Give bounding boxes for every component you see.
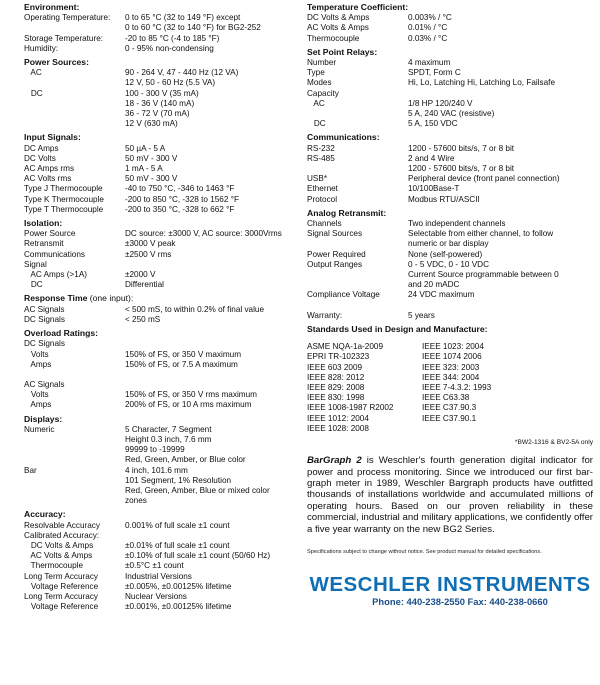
spec-label: Capacity — [307, 88, 339, 98]
spec-label: AC Amps rms — [24, 164, 75, 174]
spec-row — [24, 315, 289, 325]
spec-value — [125, 260, 289, 270]
spec-value: 0.001% of full scale ±1 count — [125, 520, 230, 530]
standards-note: *BW2-1316 & BV2-5A only — [514, 438, 593, 446]
displays-heading — [24, 414, 289, 424]
spec-label: Humidity: — [24, 43, 59, 53]
spec-label: AC Signals — [24, 379, 65, 389]
spec-label: Retransmit — [24, 239, 64, 249]
environment-heading — [24, 2, 289, 12]
spec-row — [24, 270, 289, 280]
standard-item: IEEE C37.90.1 — [422, 413, 477, 423]
spec-value — [408, 301, 593, 311]
spec-value: SPDT, Form C — [408, 68, 461, 78]
spec-row — [24, 602, 289, 612]
spec-row — [24, 466, 289, 476]
spec-value: 0 - 95% non-condensing — [125, 43, 214, 53]
spec-value: Peripheral device (front panel connection) — [408, 174, 560, 184]
spec-row — [307, 270, 593, 280]
spec-value: 101 Segment, 1% Resolution — [125, 475, 232, 485]
spec-row — [307, 290, 593, 300]
input-signals-heading — [24, 132, 289, 142]
spec-value: ±0.5°C ±1 count — [125, 561, 184, 571]
spec-value: 200% of FS, or 10 A rms maximum — [125, 400, 252, 410]
spec-row — [24, 445, 289, 455]
spec-label — [24, 445, 125, 455]
section-title: Input Signals: — [24, 132, 81, 143]
spec-value: Current Source programmable between 0 — [408, 270, 559, 280]
spec-label: AC Volts & Amps — [307, 23, 369, 33]
right-column — [307, 0, 593, 607]
spec-row — [307, 250, 593, 260]
spec-value: 50 µA - 5 A — [125, 143, 166, 153]
spec-label: Type J Thermocouple — [24, 184, 103, 194]
section-title: Displays: — [24, 413, 63, 424]
standards-section — [307, 324, 593, 448]
spec-row — [24, 89, 289, 99]
spec-label: Channels — [307, 219, 342, 229]
spec-row — [24, 34, 289, 44]
spec-row — [24, 44, 289, 54]
spec-value: 1200 - 57600 bits/s, 7 or 8 bit — [408, 164, 515, 174]
standard-item: IEEE 323: 2003 — [422, 362, 480, 372]
spec-row — [24, 109, 289, 119]
spec-label: Long Term Accuracy — [24, 591, 99, 601]
spec-label: Ethernet — [307, 184, 338, 194]
spec-value: 99999 to -19999 — [125, 445, 185, 455]
communications-section — [307, 132, 593, 204]
standard-item: EPRI TR-102323 — [307, 352, 370, 362]
spec-value: 18 - 36 V (140 mA) — [125, 98, 195, 108]
spec-label — [24, 99, 125, 109]
spec-value: Red, Green, Amber, Blue or mixed color — [125, 485, 270, 495]
spec-label — [24, 435, 125, 445]
contact-phone-fax: Phone: 440-238-2550 Fax: 440-238-0660 — [372, 596, 548, 608]
company-logo: WESCHLER INSTRUMENTS — [309, 573, 591, 597]
spec-label: Storage Temperature: — [24, 33, 104, 43]
spec-row — [307, 34, 593, 44]
spec-value: 50 mV - 300 V — [125, 153, 178, 163]
spec-label: Volts — [24, 390, 49, 400]
section-title: Temperature Coefficient: — [307, 2, 409, 12]
spec-row — [307, 239, 593, 249]
spec-label: DC Amps — [24, 143, 59, 153]
spec-label: Output Ranges — [307, 259, 363, 269]
spec-label: Numeric — [24, 424, 55, 434]
spec-row — [24, 521, 289, 531]
spec-value: 5 years — [408, 310, 435, 320]
spec-value: Modbus RTU/ASCII — [408, 194, 480, 204]
spec-label: DC Volts & Amps — [307, 13, 370, 23]
spec-value: 0.03% / °C — [408, 33, 448, 43]
spec-label — [307, 109, 408, 119]
spec-row — [24, 370, 289, 380]
spec-label — [24, 78, 125, 88]
section-title: Set Point Relays: — [307, 46, 378, 57]
spec-value: Hi, Lo, Latching Hi, Latching Lo, Failsafe — [408, 78, 556, 88]
accuracy-section — [24, 509, 289, 612]
spec-value: ±2000 V — [125, 270, 156, 280]
spec-row — [307, 78, 593, 88]
spec-label: Amps — [24, 400, 52, 410]
standard-item: IEEE 1008-1987 R2002 — [307, 403, 394, 413]
spec-row — [24, 23, 289, 33]
spec-row — [24, 119, 289, 129]
spec-row — [307, 164, 593, 174]
spec-value: 150% of FS, or 350 V maximum — [125, 349, 242, 359]
spec-value: ±3000 V peak — [125, 239, 176, 249]
spec-value: 12 V, 50 - 60 Hz (5.5 VA) — [125, 78, 216, 88]
spec-value: 36 - 72 V (70 mA) — [125, 109, 190, 119]
product-description-text: is Weschler's fourth generation digital indicator for power and process monitoring. Since we introduced our first bar-graph meter in 1989, Weschler Bargraph products have outfitted thousands of installations worldwide and accumulated millions of operating hours. Based on our proven reliability in these commercial, industrial and military applications, we confidently offer a five year warranty on the new BG2 Series. — [307, 455, 593, 535]
spec-value: 2 and 4 Wire — [408, 153, 455, 163]
spec-row — [307, 68, 593, 78]
isolation-heading — [24, 218, 289, 228]
spec-value: Differential — [125, 280, 164, 290]
product-name: BarGraph 2 — [307, 455, 362, 467]
spec-value: Nuclear Versions — [125, 591, 187, 601]
spec-value: DC source: ±3000 V, AC source: 3000Vrms — [125, 229, 282, 239]
spec-label: Amps — [24, 359, 52, 369]
spec-value: 0 to 65 °C (32 to 149 °F) except — [125, 13, 241, 23]
spec-value: < 500 mS, to within 0.2% of final value — [125, 304, 265, 314]
spec-label — [307, 239, 408, 249]
standard-item: IEEE 830: 1998 — [307, 393, 365, 403]
spec-label — [307, 270, 408, 280]
spec-row — [24, 205, 289, 215]
power-sources-section — [24, 57, 289, 129]
spec-label: Voltage Reference — [24, 581, 99, 591]
spec-row — [24, 455, 289, 465]
set-point-relays-section — [307, 47, 593, 130]
analog-retransmit-section — [307, 208, 593, 321]
spec-row — [24, 486, 289, 496]
spec-row — [24, 229, 289, 239]
spec-row — [24, 592, 289, 602]
spec-value: and 20 mADC — [408, 280, 460, 290]
spec-value: 24 VDC maximum — [408, 290, 475, 300]
spec-row — [24, 164, 289, 174]
spec-label: Voltage Reference — [24, 602, 99, 612]
spec-value: zones — [125, 496, 147, 506]
spec-row — [24, 561, 289, 571]
spec-value: 1200 - 57600 bits/s, 7 or 8 bit — [408, 143, 515, 153]
spec-row — [24, 260, 289, 270]
spec-value: ±0.01% of full scale ±1 count — [125, 540, 230, 550]
spec-value: 0.003% / °C — [408, 13, 452, 23]
standards-column-1 — [307, 342, 422, 434]
spec-row — [307, 119, 593, 129]
spec-label: DC Volts & Amps — [24, 540, 94, 550]
spec-label — [24, 109, 125, 119]
spec-row — [24, 360, 289, 370]
standard-item: IEEE 828: 2012 — [307, 372, 365, 382]
spec-value: 1 mA - 5 A — [125, 164, 163, 174]
spec-value: 5 A, 150 VDC — [408, 119, 458, 129]
spec-row — [307, 13, 593, 23]
spec-value — [125, 531, 289, 541]
spec-value: 90 - 264 V, 47 - 440 Hz (12 VA) — [125, 68, 239, 78]
spec-row — [24, 68, 289, 78]
spec-value: ±0.10% of full scale ±1 count (50/60 Hz) — [125, 551, 271, 561]
standard-item: IEEE 1028: 2008 — [307, 423, 369, 433]
spec-row — [307, 23, 593, 33]
accuracy-heading — [24, 509, 289, 519]
spec-row — [24, 305, 289, 315]
spec-value: ±0.005%, ±0.00125% lifetime — [125, 581, 232, 591]
spec-row — [24, 390, 289, 400]
spec-row — [307, 184, 593, 194]
spec-value: 5 Character, 7 Segment — [125, 424, 212, 434]
spec-label: DC — [24, 88, 43, 98]
spec-value: 5 A, 240 VAC (resistive) — [408, 109, 495, 119]
spec-label: Calibrated Accuracy: — [24, 530, 100, 540]
spec-row — [24, 144, 289, 154]
spec-row — [307, 229, 593, 239]
overload-ratings-section — [24, 328, 289, 410]
section-title: Accuracy: — [24, 509, 66, 520]
spec-row — [24, 400, 289, 410]
spec-value: 50 mV - 300 V — [125, 174, 178, 184]
spec-row — [24, 380, 289, 390]
spec-label: RS-232 — [307, 143, 335, 153]
standard-item — [422, 424, 572, 434]
set-point-relays-heading — [307, 47, 593, 57]
isolation-section — [24, 218, 289, 290]
spec-row — [307, 154, 593, 164]
spec-row — [24, 13, 289, 23]
spec-row — [24, 541, 289, 551]
standard-item: IEEE C37.90.3 — [422, 403, 477, 413]
spec-value: 100 - 300 V (35 mA) — [125, 88, 199, 98]
spec-value: None (self-powered) — [408, 249, 483, 259]
spec-value: 0.01% / °C — [408, 23, 448, 33]
spec-label: Communications — [24, 249, 85, 259]
spec-label: Type T Thermocouple — [24, 204, 104, 214]
spec-row — [307, 280, 593, 290]
spec-row — [24, 496, 289, 506]
spec-row — [24, 339, 289, 349]
temperature-coefficient-section — [307, 2, 593, 44]
spec-value: -20 to 85 °C (-4 to 185 °F) — [125, 33, 220, 43]
spec-value — [408, 89, 593, 99]
spec-label: AC — [24, 68, 42, 78]
spec-label — [307, 301, 408, 311]
spec-value: Two independent channels — [408, 219, 506, 229]
spec-label — [24, 119, 125, 129]
section-title: Power Sources: — [24, 57, 89, 68]
section-title: Response Time — [24, 293, 88, 304]
standard-item: IEEE 1023: 2004 — [422, 342, 484, 352]
section-title: Overload Ratings: — [24, 328, 99, 339]
product-description — [307, 455, 593, 535]
standard-item: IEEE 1012: 2004 — [307, 413, 369, 423]
spec-label: Compliance Voltage — [307, 290, 380, 300]
standard-item: IEEE 1074 2006 — [422, 352, 482, 362]
spec-label — [307, 280, 408, 290]
spec-label: DC — [307, 119, 326, 129]
spec-value — [125, 380, 289, 390]
spec-value: 1/8 HP 120/240 V — [408, 98, 473, 108]
spec-value — [125, 370, 289, 380]
spec-row — [24, 551, 289, 561]
section-note: (one input): — [87, 293, 134, 304]
spec-row — [307, 174, 593, 184]
spec-label: Operating Temperature: — [24, 13, 111, 23]
spec-row — [24, 531, 289, 541]
spec-label: Thermocouple — [24, 561, 84, 571]
overload-ratings-heading — [24, 328, 289, 338]
section-title: Isolation: — [24, 218, 63, 229]
spec-row — [24, 280, 289, 290]
spec-row — [24, 350, 289, 360]
spec-value: 12 V (630 mA) — [125, 119, 178, 129]
spec-label: Power Source — [24, 229, 76, 239]
spec-label: USB* — [307, 174, 328, 184]
spec-value — [125, 339, 289, 349]
displays-section — [24, 414, 289, 507]
environment-section — [24, 2, 289, 54]
section-title: Analog Retransmit: — [307, 207, 387, 218]
left-column — [24, 0, 289, 612]
spec-row — [24, 250, 289, 260]
spec-label: AC Volts & Amps — [24, 551, 93, 561]
spec-label: Type — [307, 68, 325, 78]
spec-value: Red, Green, Amber, or Blue color — [125, 455, 246, 465]
spec-row — [307, 195, 593, 205]
spec-label: Long Term Accuracy — [24, 571, 99, 581]
spec-row — [24, 572, 289, 582]
spec-label: Resolvable Accuracy — [24, 520, 100, 530]
spec-label: Warranty: — [307, 310, 343, 320]
spec-label — [24, 476, 125, 486]
spec-label: Thermocouple — [307, 33, 360, 43]
spec-value: Industrial Versions — [125, 571, 192, 581]
standard-item: IEEE 829: 2008 — [307, 382, 365, 392]
spec-label — [24, 23, 125, 33]
spec-label: RS-485 — [307, 153, 335, 163]
spec-row — [24, 582, 289, 592]
spec-value: numeric or bar display — [408, 239, 489, 249]
spec-value: -200 to 850 °C, -328 to 1562 °F — [125, 194, 239, 204]
spec-row — [24, 239, 289, 249]
spec-row — [24, 154, 289, 164]
spec-value: ±0.001%, ±0.00125% lifetime — [125, 602, 232, 612]
response-time-heading — [24, 293, 289, 303]
spec-label: Signal Sources — [307, 229, 363, 239]
spec-row — [307, 99, 593, 109]
spec-label: Type K Thermocouple — [24, 194, 104, 204]
spec-label — [24, 370, 125, 380]
spec-row — [307, 144, 593, 154]
spec-value: 0 to 60 °C (32 to 140 °F) for BG2-252 — [125, 23, 261, 33]
communications-heading — [307, 132, 593, 142]
spec-row — [307, 58, 593, 68]
spec-label: AC Amps (>1A) — [24, 270, 88, 280]
disclaimer: Specifications subject to change without notice. See product manual for detailed specifications. — [307, 548, 542, 555]
spec-row — [24, 184, 289, 194]
spec-value: -200 to 350 °C, -328 to 662 °F — [125, 204, 235, 214]
standards-heading: Standards Used in Design and Manufacture: — [307, 323, 488, 334]
spec-value: 4 inch, 101.6 mm — [125, 465, 188, 475]
spec-label: Modes — [307, 78, 332, 88]
spec-label: DC — [24, 280, 43, 290]
spec-value: Height 0.3 inch, 7.6 mm — [125, 434, 212, 444]
spec-row — [307, 89, 593, 99]
spec-label: DC Signals — [24, 339, 65, 349]
spec-value: 4 maximum — [408, 58, 451, 68]
standard-item: IEEE 7-4.3.2: 1993 — [422, 382, 492, 392]
spec-value: 10/100Base-T — [408, 184, 460, 194]
standard-item: IEEE 344: 2004 — [422, 372, 480, 382]
spec-row — [307, 311, 593, 321]
spec-label: Signal — [24, 259, 47, 269]
standard-item: IEEE C63.38 — [422, 393, 470, 403]
spec-value: Selectable from either channel, to follow — [408, 229, 554, 239]
spec-row — [24, 435, 289, 445]
spec-label: DC Volts — [24, 153, 56, 163]
standard-item: ASME NQA-1a-2009 — [307, 342, 383, 352]
standard-item: IEEE 603 2009 — [307, 362, 363, 372]
section-title: Environment: — [24, 2, 80, 12]
spec-row — [24, 99, 289, 109]
spec-row — [24, 425, 289, 435]
spec-label: AC Signals — [24, 304, 65, 314]
analog-retransmit-heading — [307, 208, 593, 218]
spec-value: ±2500 V rms — [125, 249, 172, 259]
input-signals-section — [24, 132, 289, 215]
response-time-section — [24, 293, 289, 325]
section-title: Communications: — [307, 132, 380, 143]
spec-value: < 250 mS — [125, 314, 161, 324]
spec-label — [24, 486, 125, 496]
spec-label — [307, 164, 408, 174]
power-sources-heading — [24, 57, 289, 67]
spec-value: 0 - 5 VDC, 0 - 10 VDC — [408, 259, 489, 269]
spec-label: DC Signals — [24, 314, 65, 324]
temperature-coefficient-heading — [307, 2, 593, 12]
spec-label: Protocol — [307, 194, 338, 204]
spec-value: 150% of FS, or 7.5 A maximum — [125, 359, 238, 369]
spec-label: AC Volts rms — [24, 174, 72, 184]
spec-label: AC — [307, 98, 325, 108]
spec-row — [24, 78, 289, 88]
spec-label — [24, 455, 125, 465]
spec-row — [307, 109, 593, 119]
standards-column-2 — [422, 342, 572, 434]
spec-label: Power Required — [307, 249, 366, 259]
spec-row — [307, 219, 593, 229]
spec-label — [24, 496, 125, 506]
spec-row — [24, 476, 289, 486]
spec-label: Volts — [24, 349, 49, 359]
spec-row — [307, 260, 593, 270]
spec-row — [24, 174, 289, 184]
spec-value: -40 to 750 °C, -346 to 1463 °F — [125, 184, 235, 194]
spec-row — [307, 301, 593, 311]
spec-label: Bar — [24, 465, 37, 475]
spec-value: 150% of FS, or 350 V rms maximum — [125, 390, 257, 400]
spec-row — [24, 195, 289, 205]
spec-label: Number — [307, 58, 337, 68]
